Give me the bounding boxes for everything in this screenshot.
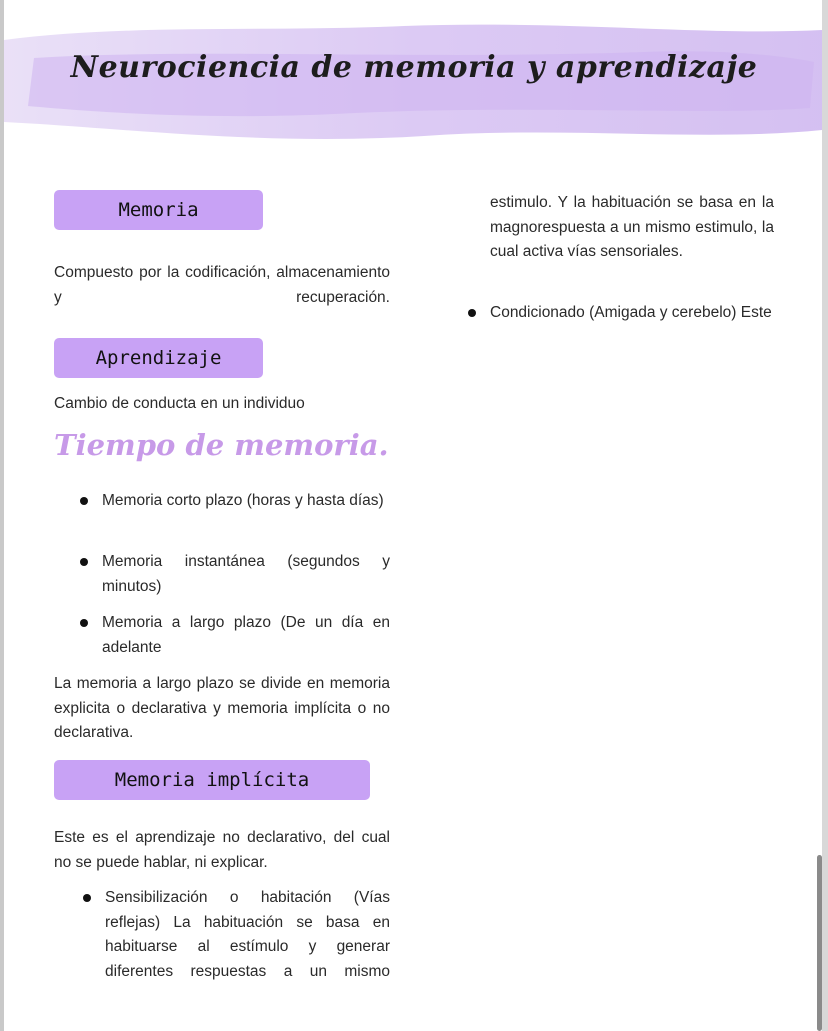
bullet-icon xyxy=(80,619,88,627)
list-item: Condicionado (Amigada y cerebelo) Este xyxy=(490,301,774,326)
tiempo-subtitle: Tiempo de memoria. xyxy=(54,428,389,462)
list-item: Memoria instantánea (segundos y minutos) xyxy=(102,550,390,599)
memoria-text: Compuesto por la codificación, almacenamiento y recuperación. xyxy=(54,264,390,306)
implicita-heading: Memoria implícita xyxy=(54,760,370,800)
bullet-icon xyxy=(83,894,91,902)
implicita-text: Este es el aprendizaje no declarativo, del cual no se puede hablar, ni explicar. xyxy=(54,829,390,871)
memoria-heading: Memoria xyxy=(54,190,263,230)
bullet-icon xyxy=(80,558,88,566)
aprendizaje-text: Cambio de conducta en un individuo xyxy=(54,395,305,412)
page-frame-left xyxy=(0,0,4,1031)
page-title: Neurociencia de memoria y aprendizaje xyxy=(70,50,758,85)
scrollbar-thumb[interactable] xyxy=(817,855,822,1031)
list-item: Memoria corto plazo (horas y hasta días) xyxy=(102,489,390,514)
largo-plazo-text: La memoria a largo plazo se divide en memoria explicita o declarativa y memoria implícita o no declarativa. xyxy=(54,675,390,741)
bullet-icon xyxy=(468,309,476,317)
list-item: Memoria a largo plazo (De un día en adelante xyxy=(102,611,390,660)
scrollbar-track[interactable] xyxy=(822,0,828,1031)
aprendizaje-heading: Aprendizaje xyxy=(54,338,263,378)
bullet-icon xyxy=(80,497,88,505)
list-item: Sensibilización o habitación (Vías reflejas) La habituación se basa en habituarse al estímulo y generar diferentes respuestas a un mismo xyxy=(105,886,390,984)
continuation-text: estimulo. Y la habituación se basa en la magnorespuesta a un mismo estimulo, la cual activa vías sensoriales. xyxy=(490,194,774,260)
